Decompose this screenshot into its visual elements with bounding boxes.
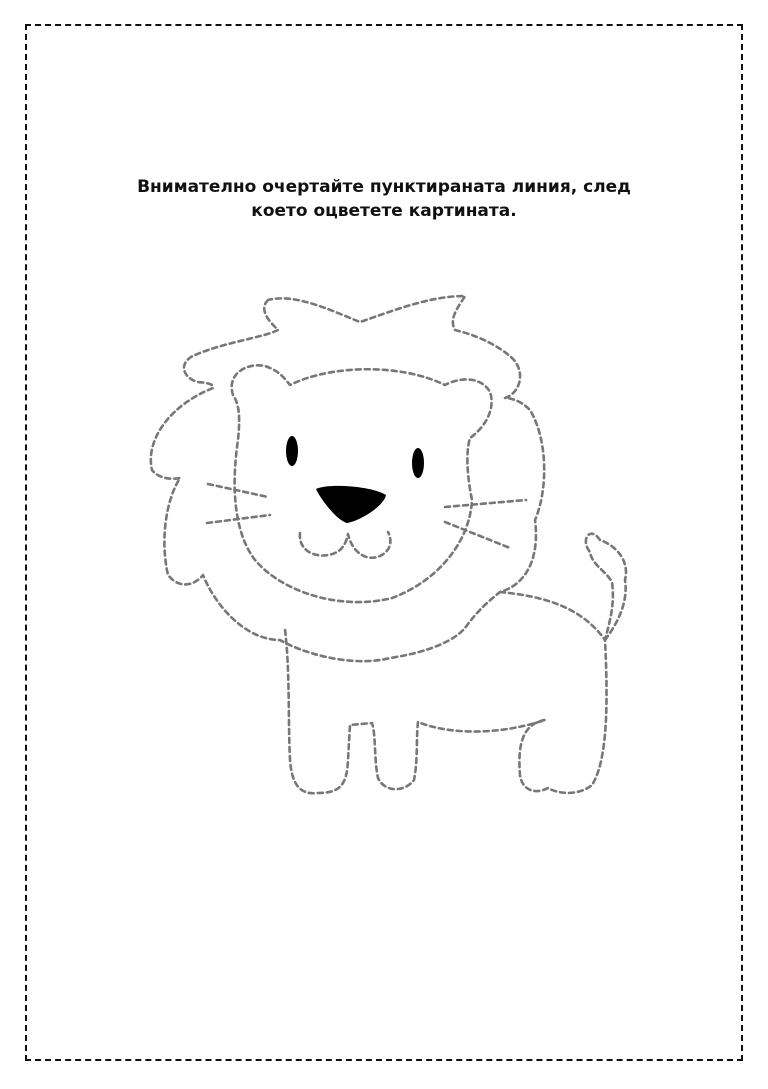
lion-eye-left bbox=[286, 436, 298, 466]
lion-mouth bbox=[300, 532, 391, 558]
lion-face-outline bbox=[232, 365, 492, 602]
lion-back-outline bbox=[500, 592, 605, 640]
lion-eye-right bbox=[412, 448, 424, 478]
lion-mane-outline bbox=[151, 296, 544, 661]
instructions-line-1: Внимателно очертайте пунктираната линия, след bbox=[137, 177, 631, 197]
lion-body-outline bbox=[285, 630, 607, 793]
instructions-line-2: което оцветете картината. bbox=[251, 201, 517, 221]
lion-whisker-right-1 bbox=[445, 500, 526, 507]
lion-whisker-left-1 bbox=[208, 484, 268, 497]
lion-nose bbox=[316, 486, 386, 523]
lion-whisker-right-2 bbox=[445, 522, 510, 548]
